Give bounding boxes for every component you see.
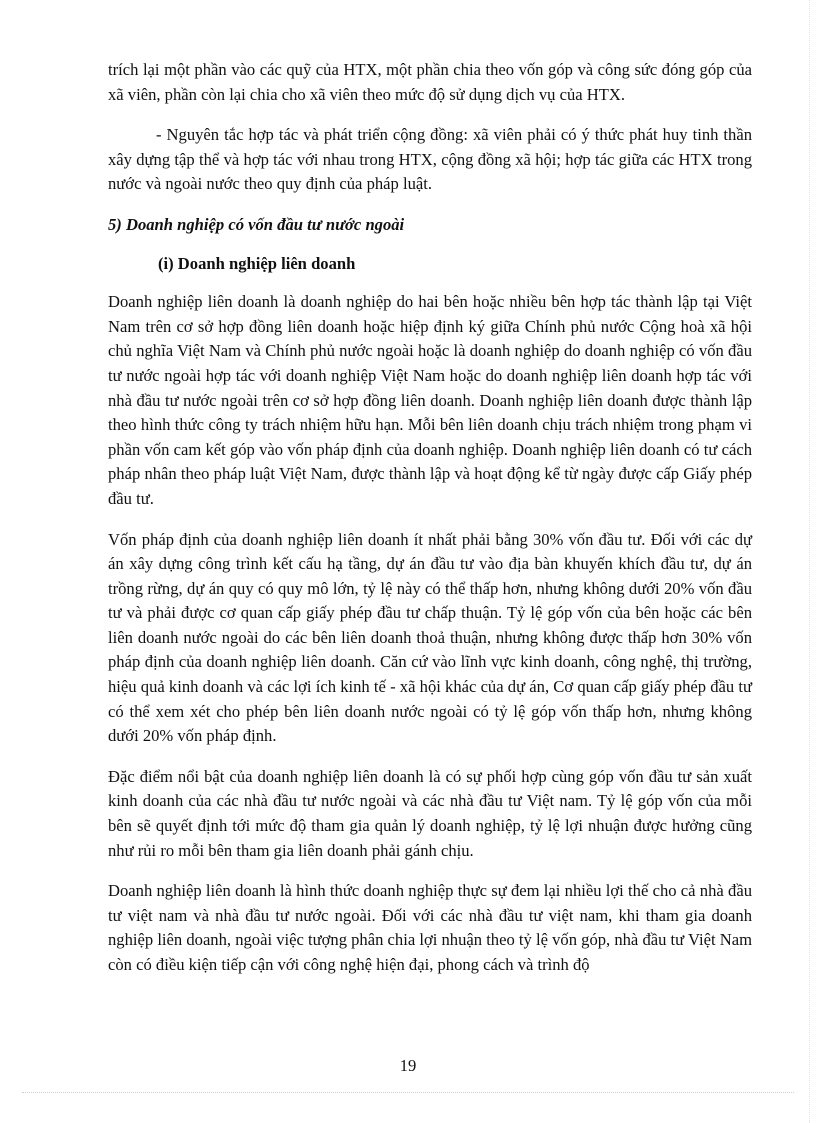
paragraph-cooperation-principle: - Nguyên tắc hợp tác và phát triển cộng đồng: xã viên phải có ý thức phát huy tinh thần xây dựng tập thể và hợp tác với nhau trong HTX, cộng đồng xã hội; hợp tác giữa các HTX trong nước và ngoài nước theo quy định của pháp luật. (108, 125, 752, 194)
page-body (108, 58, 752, 994)
section-heading-foreign-investment: 5) Doanh nghiệp có vốn đầu tư nước ngoài (108, 214, 405, 234)
paragraph-joint-venture-definition: Doanh nghiệp liên doanh là doanh nghiệp do hai bên hoặc nhiều bên hợp tác thành lập tại Việt Nam trên cơ sở hợp đồng liên doanh hoặc hiệp định ký giữa Chính phủ nước Cộng hoà xã hội chủ nghĩa Việt Nam và Chính phủ nước ngoài hoặc là doanh nghiệp do doanh nghiệp có vốn đầu tư nước ngoài hợp tác với doanh nghiệp Việt Nam hoặc do doanh nghiệp liên doanh hợp tác với nhà đầu tư nước ngoài trên cơ sở hợp đồng liên doanh. Doanh nghiệp liên doanh được thành lập theo hình thức công ty trách nhiệm hữu hạn. Mỗi bên liên doanh chịu trách nhiệm trong phạm vi phần vốn cam kết góp vào vốn pháp định của doanh nghiệp. Doanh nghiệp liên doanh có tư cách pháp nhân theo pháp luật Việt Nam, được thành lập và hoạt động kể từ ngày được cấp Giấy phép đầu tư. (108, 292, 752, 508)
paragraph-advantages: Doanh nghiệp liên doanh là hình thức doanh nghiệp thực sự đem lại nhiều lợi thế cho cả nhà đầu tư việt nam và nhà đầu tư nước ngoài. Đối với các nhà đầu tư việt nam, khi tham gia doanh nghiệp liên doanh, ngoài việc tượng phân chia lợi nhuận theo tỷ lệ vốn góp, nhà đầu tư Việt Nam còn có điều kiện tiếp cận với công nghệ hiện đại, phong cách và trình độ (108, 881, 752, 974)
paragraph-legal-capital: Vốn pháp định của doanh nghiệp liên doanh ít nhất phải bằng 30% vốn đầu tư. Đối với các dự án xây dựng công trình kết cấu hạ tầng, dự án đầu tư vào địa bàn khuyến khích đầu tư, dự án trồng rừng, dự án quy có quy mô lớn, tỷ lệ này có thể thấp hơn, nhưng không dưới 20% vốn đầu tư và phải được cơ quan cấp giấy phép đầu tư chấp thuận. Tỷ lệ góp vốn của bên hoặc các bên liên doanh nước ngoài do các bên liên doanh thoả thuận, nhưng không được thấp hơn 30% vốn pháp định của doanh nghiệp liên doanh. Căn cứ vào lĩnh vực kinh doanh, công nghệ, thị trường, hiệu quả kinh doanh và các lợi ích kinh tế - xã hội khác của dự án, Cơ quan cấp giấy phép đầu tư có thể xem xét cho phép bên liên doanh nước ngoài có tỷ lệ góp vốn thấp hơn, nhưng không dưới 20% vốn pháp định. (108, 529, 752, 746)
subsection-heading-joint-venture: (i) Doanh nghiệp liên doanh (158, 253, 356, 273)
paragraph-intro: trích lại một phần vào các quỹ của HTX, một phần chia theo vốn góp và công sức đóng góp của xã viên, phần còn lại chia cho xã viên theo mức độ sử dụng dịch vụ của HTX. (108, 60, 752, 104)
page-number: 19 (399, 1056, 417, 1075)
paragraph-key-feature: Đặc điểm nổi bật của doanh nghiệp liên doanh là có sự phối hợp cùng góp vốn đầu tư sản xuất kinh doanh của các nhà đầu tư nước ngoài và các nhà đầu tư Việt nam. Tỷ lệ góp vốn của mỗi bên sẽ quyết định tới mức độ tham gia quản lý doanh nghiệp, tỷ lệ lợi nhuận được hưởng cũng như rủi ro mỗi bên tham gia liên doanh phải gánh chịu. (108, 766, 752, 860)
page-edge-guide (809, 0, 810, 1123)
footer-divider (22, 1092, 794, 1093)
